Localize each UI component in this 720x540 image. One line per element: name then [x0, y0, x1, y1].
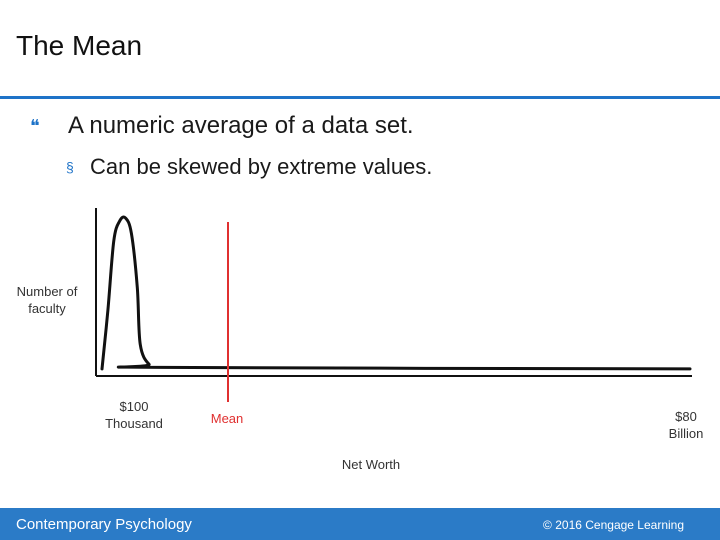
sub-bullet-text: Can be skewed by extreme values.	[90, 154, 433, 179]
x-tick-label: Mean	[210, 411, 244, 426]
y-axis-label-line-2: faculty	[28, 301, 66, 316]
y-axis-label-line-1: Number of	[16, 284, 78, 299]
footer-bar	[0, 508, 720, 540]
x-axis-label: Net Worth	[341, 457, 401, 472]
x-tick-label: $80 Billion	[668, 409, 704, 441]
footer-course-title: Contemporary Psychology	[16, 516, 192, 533]
slide-title: The Mean	[16, 30, 143, 61]
distribution-curve	[102, 217, 690, 369]
footer-copyright: © 2016 Cengage Learning	[543, 518, 684, 532]
sub-bullet-section-icon: §	[66, 159, 74, 175]
x-tick-labels	[105, 399, 703, 441]
bullet-quote-icon: ❝	[30, 115, 40, 136]
x-tick-label: $100 Thousand	[105, 399, 163, 431]
bullet-text: A numeric average of a data set.	[68, 112, 414, 139]
